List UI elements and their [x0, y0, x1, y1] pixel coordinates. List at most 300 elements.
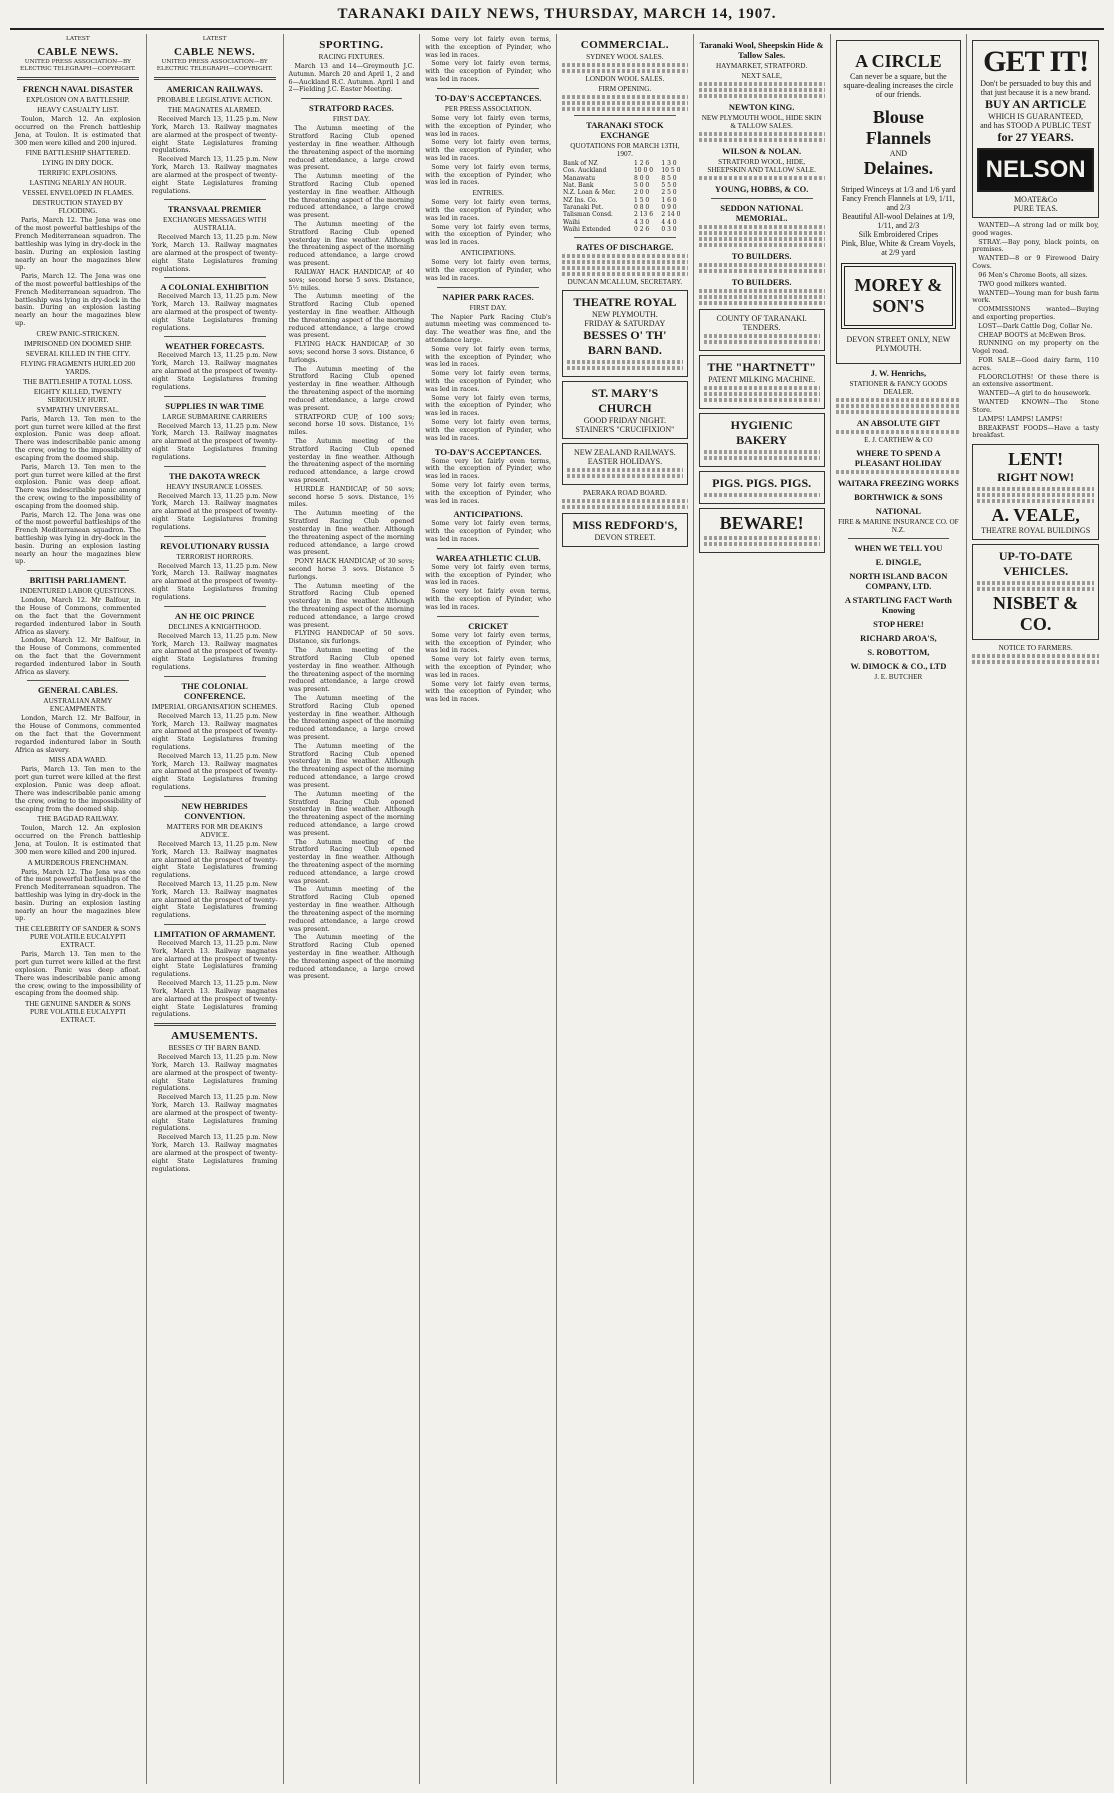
article-paragraph: Received March 13, 11.25 p.m. New York, March 13. Railway magnates are alarmed at the prospect of twenty-eight State Legislatures framing regulations.	[151, 491, 278, 531]
text-line	[699, 94, 825, 98]
text-line	[977, 493, 1094, 497]
henrichs-heading: J. W. Henrichs,	[870, 368, 927, 378]
text-line	[699, 243, 825, 247]
classified-ad: TWO good milkers wanted.	[978, 279, 1067, 288]
article-paragraph: The Autumn meeting of the Stratford Racing Club opened yesterday in fine weather. Although the threatening aspect of the morning reduced attendance, a large crowd was present.	[288, 172, 415, 220]
table-row: N.Z. Loan & Mer. 2 0 0 2 5 0	[563, 189, 677, 197]
prince-heading: AN HE OIC PRINCE	[174, 610, 255, 621]
classified-ad: WANTED—Young man for bush farm work.	[972, 288, 1099, 305]
theatre-heading: THEATRE ROYAL	[573, 295, 677, 310]
article-paragraph: Paris, March 12. The Jena was one of the most powerful battleships of the French Mediterranean squadron. The battleship was lying in dry-dock in the basin. During an explosion lasting nearly an hour the magazines blew up.	[15, 510, 141, 566]
subhead: FLYING FRAGMENTS HURLED 200 YARDS.	[20, 359, 136, 376]
article-paragraph: Paris, March 13. Ten men to the port gun turret were killed at the first explosion. Panic was deep afloat. There was indescribable panic among the crew, owing to the impossibility of escaping from the doomed ship.	[15, 414, 141, 462]
classified-ad: LAMPS! LAMPS! LAMPS!	[978, 414, 1063, 423]
bakery-heading: HYGIENIC BAKERY	[730, 418, 793, 447]
beware-ad	[699, 508, 825, 553]
text-line	[704, 334, 820, 338]
crucifixion: STAINER'S "CRUCIFIXION"	[575, 425, 675, 435]
article-paragraph: Received March 13, 11.25 p.m. New York, March 13. Railway magnates are alarmed at the prospect of twenty-eight State Legislatures framing regulations.	[151, 939, 278, 979]
subhead: INDENTURED LABOR QUESTIONS.	[19, 587, 136, 596]
article-paragraph: The Autumn meeting of the Stratford Racing Club opened yesterday in fine weather. Although the threatening aspect of the morning reduced attendance, a large crowd was present.	[288, 124, 415, 172]
article-paragraph: The Autumn meeting of the Stratford Racing Club opened yesterday in fine weather. Although the threatening aspect of the morning reduced attendance, a large crowd was present.	[288, 436, 415, 484]
classified-ad: RUNNING on my property on the Vogel road.	[972, 339, 1099, 356]
divider	[164, 676, 266, 677]
nelson-tea-ad	[972, 40, 1099, 218]
stop-here-heading: STOP HERE!	[873, 619, 924, 629]
article-paragraph: The Autumn meeting of the Stratford Racing Club opened yesterday in fine weather. Although the threatening aspect of the morning reduced attendance, a large crowd was present.	[288, 646, 415, 694]
classified-ad: LOST—Dark Cattle Dog, Collar Ne.	[978, 321, 1093, 330]
beware-heading: BEWARE!	[719, 513, 804, 533]
text-line	[699, 176, 825, 180]
table-row: Talisman Consd. 2 13 6 2 14 0	[563, 211, 681, 219]
column-5	[557, 34, 694, 1784]
race-result: RAILWAY HACK HANDICAP, of 40 sovs; second horse 5 sovs. Distance, 5½ miles.	[288, 267, 415, 292]
hartnett-heading: THE "HARTNETT"	[707, 360, 816, 374]
subhead: SYMPATHY UNIVERSAL.	[36, 405, 119, 414]
article-paragraph: The Autumn meeting of the Stratford Racing Club opened yesterday in fine weather. Although the threatening aspect of the morning reduced attendance, a large crowd was present.	[288, 693, 415, 741]
british-parliament-heading: BRITISH PARLIAMENT.	[29, 575, 127, 586]
pigs-ad	[699, 471, 825, 504]
text-line	[567, 366, 683, 370]
subhead: NEXT SALE,	[741, 72, 782, 80]
young-hobbs-heading: YOUNG, HOBBS, & CO.	[714, 184, 809, 194]
newspaper-title: TARANAKI DAILY NEWS, THURSDAY, MARCH 14, 1907.	[337, 6, 777, 22]
subhead: RACING FIXTURES.	[318, 53, 385, 61]
article-paragraph: Some very lot fairly even terms, with the exception of Pyinder, who was led in races.	[425, 519, 551, 543]
lent-heading: LENT!	[1008, 449, 1064, 470]
text-line	[699, 289, 825, 293]
hebrides-heading: NEW HEBRIDES CONVENTION.	[181, 800, 248, 821]
blouse-heading: Blouse Flannels	[865, 107, 931, 148]
text-line	[704, 386, 820, 390]
article-paragraph: Some very lot fairly even terms, with the exception of Pyinder, who was led in races.	[425, 59, 551, 84]
supplies-heading: SUPPLIES IN WAR TIME	[165, 400, 264, 411]
builders-heading: TO BUILDERS.	[731, 251, 792, 261]
sporting-heading: SPORTING.	[319, 39, 384, 51]
and-label: AND	[889, 149, 908, 158]
acceptances-heading-2: TO-DAY'S ACCEPTANCES.	[434, 446, 542, 457]
builders-heading-2: TO BUILDERS.	[731, 277, 792, 287]
when-we-tell-heading: WHEN WE TELL YOU	[854, 543, 943, 553]
morey-logo: MOREY & SON'S	[841, 263, 957, 329]
column-6	[694, 34, 831, 1784]
text-line	[836, 470, 962, 474]
church-heading: ST. MARY'S CHURCH	[591, 386, 659, 416]
divider	[164, 466, 266, 467]
column-2	[147, 34, 284, 1784]
circle-heading: A CIRCLE	[855, 51, 942, 71]
article-paragraph: Some very lot fairly even terms, with the exception of Pyinder, who was led in races.	[425, 369, 551, 393]
divider	[164, 336, 266, 337]
stock-exchange-heading: TARANAKI STOCK EXCHANGE	[586, 120, 664, 140]
dingle-heading: E. DINGLE,	[875, 557, 922, 567]
article-paragraph: Received March 13, 11.25 p.m. New York, March 13. Railway magnates are alarmed at the prospect of twenty-eight State Legislatures framing regulations.	[151, 351, 278, 391]
divider	[164, 796, 266, 797]
article-paragraph: Toulon, March 12. An explosion occurred on the French battleship Jena, at Toulon. It is estimated that 300 men were killed and 200 injured.	[15, 824, 141, 856]
text-line	[972, 654, 1099, 658]
borthwick-heading: BORTHWICK & SONS	[854, 492, 943, 502]
dakota-heading: THE DAKOTA WRECK	[168, 470, 261, 481]
divider	[164, 199, 266, 200]
text-line	[977, 499, 1094, 503]
column-8	[967, 34, 1104, 1784]
table-row: Manawatu 8 0 0 8 5 0	[563, 174, 677, 182]
theatre-dates: FRIDAY & SATURDAY	[584, 319, 666, 329]
cable-news-heading: CABLE NEWS.	[37, 46, 119, 59]
signature: DUNCAN MCALLUM, SECRETARY.	[567, 278, 683, 287]
text-line	[562, 272, 688, 276]
article-paragraph: Some very lot fairly even terms, with the exception of Pyinder, who was led in races.	[425, 480, 551, 505]
carthew-heading: E. J. CARTHEW & CO	[864, 436, 933, 444]
table-row: Taranaki Pet. 0 8 0 0 9 0	[563, 203, 677, 211]
text-line	[699, 263, 825, 267]
article-paragraph: London, March 12. Mr Balfour, in the House of Commons, commented on the fact that the Government regarded indentured labor in South Africa as slavery.	[15, 714, 141, 754]
naval-disaster-heading: FRENCH NAVAL DISASTER	[22, 84, 133, 95]
classified-ad: CHEAP BOOTS at McEwen Bros.	[978, 330, 1086, 339]
pigs-heading: PIGS. PIGS. PIGS.	[712, 476, 812, 490]
article-paragraph: Paris, March 12. The Jena was one of the most powerful battleships of the French Mediterranean squadron. The battleship was lying in dry-dock in the basin. During an explosion lasting nearly an hour the magazines blew up.	[15, 216, 141, 272]
subhead: IMPRISONED ON DOOMED SHIP.	[23, 339, 132, 348]
subhead: A MURDEROUS FRENCHMAN.	[27, 858, 129, 867]
vehicles-heading: UP-TO-DATE VEHICLES.	[998, 549, 1073, 579]
divider	[574, 237, 676, 238]
text-line	[704, 450, 820, 454]
anticipations-heading-2: ANTICIPATIONS.	[453, 509, 523, 520]
national-heading: NATIONAL	[875, 506, 921, 516]
subhead: ANTICIPATIONS.	[460, 249, 516, 258]
divider	[164, 536, 266, 537]
redford-ad	[562, 513, 688, 547]
nelson-logo: NELSON	[977, 148, 1094, 192]
road-board-heading: PAERAKA ROAD BOARD.	[582, 489, 667, 498]
divider	[164, 924, 266, 925]
newton-king-heading: NEWTON KING.	[728, 102, 795, 112]
tenders-heading: TENDERS.	[742, 323, 781, 332]
article-paragraph: Received March 13, 11.25 p.m. New York, March 13. Railway magnates are alarmed at the prospect of twenty-eight State Legislatures framing regulations.	[151, 561, 278, 601]
nelson-moate: MOATE&Co	[1014, 195, 1058, 204]
subhead: FIRST DAY.	[332, 115, 370, 124]
latest-label: LATEST	[66, 36, 90, 42]
text-line	[699, 138, 825, 142]
press-association-line: UNITED PRESS ASSOCIATION—BY ELECTRIC TELEGRAPH—COPYRIGHT.	[19, 59, 136, 73]
divider	[848, 538, 950, 539]
article-paragraph: Received March 13, 11.25 p.m. New York, March 13. Railway magnates are alarmed at the prospect of twenty-eight State Legislatures framing regulations.	[151, 751, 278, 792]
article-paragraph: Paris, March 13. Ten men to the port gun turret were killed at the first explosion. Panic was deep afloat. There was indescribable panic among the crew, owing to the impossibility of escaping from the doomed ship.	[15, 950, 141, 998]
article-paragraph: Received March 13, 11.25 p.m. New York, March 13. Railway magnates are alarmed at the prospect of twenty-eight State Legislatures framing regulations.	[151, 631, 278, 671]
article-paragraph: The Autumn meeting of the Stratford Racing Club opened yesterday in fine weather. Although the threatening aspect of the morning reduced attendance, a large crowd was present.	[288, 220, 415, 268]
divider	[711, 198, 813, 199]
subhead: TERRORIST HORRORS.	[176, 552, 253, 561]
text-line	[567, 474, 683, 478]
classified-ad: FOR SALE—Good dairy farm, 110 acres.	[972, 356, 1099, 372]
race-result: FLYING HACK HANDICAP, of 30 sovs; second horse 3 sovs. Distance, 6 furlongs.	[288, 340, 415, 364]
text-line	[704, 542, 820, 546]
article-paragraph: The Autumn meeting of the Stratford Racing Club opened yesterday in fine weather. Although the threatening aspect of the morning reduced attendance, a large crowd was present.	[288, 789, 415, 837]
butcher-heading: J. E. BUTCHER	[874, 673, 923, 681]
text-line	[699, 88, 825, 92]
text-line	[699, 301, 825, 305]
subhead: LONDON WOOL SALES.	[585, 75, 665, 83]
railways-heading: NEW ZEALAND RAILWAYS.	[573, 448, 676, 458]
race-result: HURDLE HANDICAP, of 50 sovs; second horse 5 sovs. Distance, 1½ miles.	[288, 484, 415, 509]
robottom-heading: S. ROBOTTOM,	[867, 647, 930, 657]
subhead: HEAVY INSURANCE LOSSES.	[166, 482, 263, 491]
russia-heading: REVOLUTIONARY RUSSIA	[160, 540, 270, 551]
subhead: PER PRESS ASSOCIATION.	[444, 104, 532, 113]
text-line	[704, 536, 820, 540]
stratford-races-heading: STRATFORD RACES.	[308, 103, 394, 114]
text-line	[836, 410, 962, 414]
divider	[437, 88, 539, 89]
article-paragraph: Some very lot fairly even terms, with the exception of Pyinder, who was led in races.	[425, 138, 551, 162]
delaines-heading: Delaines.	[863, 158, 934, 178]
divider	[574, 115, 676, 116]
araoa-heading: RICHARD AROA'S,	[860, 633, 937, 643]
stock-table	[562, 160, 688, 233]
subhead: DECLINES A KNIGHTHOOD.	[168, 622, 262, 631]
article-paragraph: Some very lot fairly even terms, with the exception of Pyinder, who was led in races.	[425, 162, 551, 187]
classified-ad: WANTED—8 or 9 Firewood Dairy Cows.	[972, 254, 1099, 271]
subhead: AUSTRALIAN ARMY ENCAMPMENTS.	[43, 697, 113, 714]
fixtures-paragraph: March 13 and 14—Greymouth J.C. Autumn. March 20 and April 1, 2 and 6—Auckland R.C. Autumn. April 1 and 2—Fielding J.C. Easter Meeting.	[288, 62, 415, 94]
classified-ad: COMMISSIONS wanted—Buying and exporting properties.	[972, 305, 1099, 321]
article-paragraph: Received March 13, 11.25 p.m. New York, March 13. Railway magnates are alarmed at the prospect of twenty-eight State Legislatures framing regulations.	[151, 1053, 278, 1093]
column-4	[420, 34, 557, 1784]
subhead: LARGE SUBMARINE CARRIERS	[162, 412, 268, 421]
subhead: FIRM OPENING.	[598, 85, 652, 93]
bakery-ad	[699, 413, 825, 467]
church-sub: GOOD FRIDAY NIGHT.	[583, 416, 666, 426]
subhead: THE BAGDAD RAILWAY.	[37, 815, 119, 824]
startling-heading: A STARTLING FACT Worth Knowing	[844, 595, 952, 615]
text-line	[699, 132, 825, 136]
subhead: DESTRUCTION STAYED BY FLOODING.	[32, 199, 124, 216]
table-row: NZ Ins. Co. 1 5 0 1 6 0	[563, 196, 677, 204]
masthead	[10, 6, 1104, 30]
article-paragraph: Some very lot fairly even terms, with the exception of Pyinder, who was led in races.	[425, 630, 551, 655]
race-result: PONY HACK HANDICAP, of 30 sovs; second horse 3 sovs. Distance 5 furlongs.	[288, 557, 415, 581]
subhead: QUOTATIONS FOR MARCH 13TH, 1907.	[570, 142, 680, 158]
wilson-nolan-heading: WILSON & NOLAN.	[722, 146, 802, 156]
subhead: ENTRIES.	[472, 189, 504, 198]
text-line	[562, 107, 688, 111]
article-paragraph: Some very lot fairly even terms, with the exception of Pyinder, who was led in races.	[425, 679, 551, 704]
redford-address: DEVON STREET.	[594, 533, 656, 543]
holiday-heading: WHERE TO SPEND A PLEASANT HOLIDAY	[854, 448, 942, 468]
redford-heading: MISS REDFORD'S,	[572, 518, 678, 533]
classified-ad: 96 Men's Chrome Boots, all sizes.	[978, 270, 1088, 279]
divider	[27, 570, 129, 571]
napier-heading: NAPIER PARK RACES.	[442, 291, 534, 302]
guaranteed: WHICH IS GUARANTEED,	[988, 112, 1084, 121]
text-line	[836, 398, 962, 402]
text-line	[562, 63, 688, 67]
article-paragraph: Some very lot fairly even terms, with the exception of Pyinder, who was led in races.	[425, 113, 551, 138]
divider	[17, 77, 139, 80]
article-paragraph: Some very lot fairly even terms, with the exception of Pyinder, who was led in races.	[425, 562, 551, 587]
article-paragraph: Received March 13, 11.25 p.m. New York, March 13. Railway magnates are alarmed at the prospect of twenty-eight State Legislatures framing regulations.	[151, 1093, 278, 1133]
text-line	[704, 493, 820, 497]
text-line	[567, 360, 683, 364]
article-paragraph: Received March 13, 11.25 p.m. New York, March 13. Railway magnates are alarmed at the prospect of twenty-eight State Legislatures framing regulations.	[151, 115, 278, 155]
subhead: THE GENUINE SANDER & SONS PURE VOLATILE EUCALYPTI EXTRACT.	[24, 1000, 131, 1025]
article-paragraph: Some very lot fairly even terms, with the exception of Pyinder, who was led in races.	[425, 35, 551, 59]
cricket-heading: CRICKET	[468, 620, 508, 631]
subhead: EIGHTY KILLED, TWENTY SERIOUSLY HURT.	[33, 387, 122, 404]
item-3: Silk Embroidered Cripes	[858, 230, 939, 239]
limitation-heading: LIMITATION OF ARMAMENT.	[153, 929, 276, 939]
council-notice	[699, 309, 825, 351]
subhead: FINE BATTLESHIP SHATTERED.	[25, 149, 131, 158]
classified-ad: WANTED—A strong lad or milk boy, good wages.	[972, 221, 1099, 237]
text-line	[704, 398, 820, 402]
subhead: THE BATTLESHIP A TOTAL LOSS.	[23, 377, 133, 386]
article-paragraph: The Autumn meeting of the Stratford Racing Club opened yesterday in fine weather. Although the threatening aspect of the morning reduced attendance, a large crowd was present.	[288, 509, 415, 557]
buy-article: BUY AN ARTICLE	[985, 97, 1087, 111]
text-line	[836, 430, 962, 434]
casualty-subhead: HEAVY CASUALTY LIST.	[37, 106, 119, 115]
subhead: THE MAGNATES ALARMED.	[167, 106, 262, 115]
article-paragraph: London, March 12. Mr Balfour, in the House of Commons, commented on the fact that the Government regarded indentured labor in South Africa as slavery.	[15, 596, 141, 636]
article-paragraph: London, March 12. Mr Balfour, in the House of Commons, commented on the fact that the Government regarded indentured labor in South Africa as slavery.	[15, 636, 141, 676]
article-paragraph: Received March 13, 11.25 p.m. New York, March 13. Railway magnates are alarmed at the prospect of twenty-eight State Legislatures framing regulations.	[151, 155, 278, 195]
text-line	[704, 392, 820, 396]
subhead: EXCHANGES MESSAGES WITH AUSTRALIA.	[162, 216, 267, 233]
nisbet-heading: NISBET & CO.	[993, 593, 1079, 635]
easter-heading: EASTER HOLIDAYS.	[587, 457, 663, 467]
theatre-ad	[562, 290, 688, 377]
article-paragraph: Some very lot fairly even terms, with the exception of Pyinder, who was led in races.	[425, 344, 551, 369]
subhead: CREW PANIC-STRICKEN.	[36, 329, 120, 338]
article-paragraph: The Autumn meeting of the Stratford Racing Club opened yesterday in fine weather. Although the threatening aspect of the morning reduced attendance, a large crowd was present.	[288, 581, 415, 629]
amusements-heading: AMUSEMENTS.	[171, 1030, 259, 1043]
article-paragraph: Received March 13, 11.25 p.m. New York, March 13. Railway magnates are alarmed at the prospect of twenty-eight State Legislatures framing regulations.	[151, 979, 278, 1019]
freezing-works-heading: WAITARA FREEZING WORKS	[837, 478, 959, 488]
divider	[154, 1023, 276, 1026]
hartnett-ad	[699, 355, 825, 409]
article-paragraph: Received March 13, 11.25 p.m. New York, March 13. Railway magnates are alarmed at the prospect of twenty-eight State Legislatures framing regulations.	[151, 879, 278, 920]
article-paragraph: The Autumn meeting of the Stratford Racing Club opened yesterday in fine weather. Although the threatening aspect of the morning reduced attendance, a large crowd was present.	[288, 364, 415, 412]
divider	[164, 606, 266, 607]
absolute-gift-heading: AN ABSOLUTE GIFT	[856, 418, 940, 428]
circle-body: Can never be a square, but the square-dealing increases the circle of our friends.	[843, 72, 954, 99]
newspaper-columns	[10, 34, 1104, 1784]
article-paragraph: Received March 13, 11.25 p.m. New York, March 13. Railway magnates are alarmed at the prospect of twenty-eight State Legislatures framing regulations.	[151, 839, 278, 880]
dimock-heading: W. DIMOCK & CO., LTD	[850, 661, 947, 671]
text-line	[977, 581, 1094, 585]
article-paragraph: Paris, March 13. Ten men to the port gun turret were killed at the first explosion. Panic was deep afloat. There was indescribable panic among the crew, owing to the impossibility of escaping from the doomed ship.	[15, 765, 141, 813]
article-paragraph: The Autumn meeting of the Stratford Racing Club opened yesterday in fine weather. Although the threatening aspect of the morning reduced attendance, a large crowd was present.	[288, 933, 415, 981]
subhead: BESSES O' TH' BARN BAND.	[168, 1044, 261, 1053]
race-result: STRATFORD CUP, of 100 sovs; second horse 10 sovs. Distance, 1½ miles.	[288, 412, 415, 437]
article-paragraph: Toulon, March 12. An explosion occurred on the French battleship Jena, at Toulon. It is estimated that 300 men were killed and 200 injured.	[15, 115, 141, 147]
article-paragraph: Received March 13, 11.25 p.m. New York, March 13. Railway magnates are alarmed at the prospect of twenty-eight State Legislatures framing regulations.	[151, 1133, 278, 1173]
subhead: FIRST DAY.	[469, 303, 507, 312]
press-association-line: UNITED PRESS ASSOCIATION—BY ELECTRIC TELEGRAPH—COPYRIGHT.	[156, 59, 273, 73]
theatre-act: BESSES O' TH' BARN BAND.	[583, 328, 667, 358]
get-it-heading: GET IT!	[983, 45, 1089, 78]
text-line	[836, 404, 962, 408]
text-line	[562, 266, 688, 270]
pure-teas: PURE TEAS.	[1013, 204, 1058, 213]
veale-sub: THEATRE ROYAL BUILDINGS	[981, 526, 1091, 536]
text-line	[699, 237, 825, 241]
subhead: HAYMARKET, STRATFORD.	[715, 62, 808, 70]
text-line	[972, 660, 1099, 664]
subhead: SYDNEY WOOL SALES.	[586, 53, 664, 61]
text-line	[699, 295, 825, 299]
text-line	[562, 499, 688, 503]
article-paragraph: Some very lot fairly even terms, with the exception of Pyinder, who was led in races.	[425, 655, 551, 679]
subhead: NEW PLYMOUTH WOOL, HIDE SKIN & TALLOW SALES.	[701, 114, 822, 130]
text-line	[562, 101, 688, 105]
subhead: MATTERS FOR MR DEAKIN'S ADVICE.	[166, 822, 263, 839]
explosion-subhead: EXPLOSION ON A BATTLESHIP.	[26, 96, 130, 105]
table-row: Bank of NZ 1 2 6 1 3 0	[563, 160, 677, 167]
exhibition-heading: A COLONIAL EXHIBITION	[160, 282, 269, 293]
column-1	[10, 34, 147, 1784]
transvaal-heading: TRANSVAAL PREMIER	[167, 204, 262, 215]
article-paragraph: Received March 13, 11.25 p.m. New York, March 13. Railway magnates are alarmed at the prospect of twenty-eight State Legislatures framing regulations.	[151, 711, 278, 751]
table-row: Cos. Auckland 10 0 0 10 5 0	[563, 167, 681, 175]
race-result: FLYING HANDICAP of 50 sovs. Distance, six furlongs.	[288, 629, 415, 646]
text-line	[699, 225, 825, 229]
subhead: IMPERIAL ORGANISATION SCHEMES.	[151, 702, 278, 711]
divider	[27, 680, 129, 681]
article-paragraph: Paris, March 13. Ten men to the port gun turret were killed at the first explosion. Panic was deep afloat. There was indescribable panic among the crew, owing to the impossibility of escaping from the doomed ship.	[15, 462, 141, 510]
column-3	[284, 34, 421, 1784]
article-paragraph: Received March 13, 11.25 p.m. New York, March 13. Railway magnates are alarmed at the prospect of twenty-eight State Legislatures framing regulations.	[151, 421, 278, 461]
council-heading: COUNTY OF TARANAKI.	[716, 314, 807, 323]
morey-address: DEVON STREET ONLY, NEW PLYMOUTH.	[846, 335, 951, 353]
article-paragraph: Paris, March 12. The Jena was one of the most powerful battleships of the French Mediterranean squadron. The battleship was lying in dry-dock in the basin. During an explosion lasting nearly an hour the magazines blew up.	[15, 272, 141, 327]
subhead: STRATFORD WOOL, HIDE, SHEEPSKIN AND TALLOW SALE.	[707, 158, 816, 174]
seddon-memorial-heading: SEDDON NATIONAL MEMORIAL.	[720, 203, 803, 223]
text-line	[699, 269, 825, 273]
text-line	[977, 587, 1094, 591]
general-cables-heading: GENERAL CABLES.	[37, 685, 118, 696]
text-line	[567, 468, 683, 472]
commercial-heading: COMMERCIAL.	[580, 39, 670, 51]
subhead: LASTING NEARLY AN HOUR.	[29, 179, 127, 188]
american-railways-heading: AMERICAN RAILWAYS.	[166, 84, 263, 95]
national-sub: FIRE & MARINE INSURANCE CO. OF N.Z.	[838, 518, 959, 534]
divider	[164, 277, 266, 278]
text-line	[562, 260, 688, 264]
text-line	[699, 82, 825, 86]
divider	[164, 396, 266, 397]
subhead: SEVERAL KILLED IN THE CITY.	[25, 349, 131, 358]
table-row: Waihi Extended 0 2 6 0 3 0	[563, 225, 677, 233]
article-paragraph: The Autumn meeting of the Stratford Racing Club opened yesterday in fine weather. Although the threatening aspect of the morning reduced attendance, a large crowd was present.	[288, 292, 415, 340]
railways-ad	[562, 443, 688, 485]
wool-sales-heading: Taranaki Wool, Sheepskin Hide & Tallow Sales.	[699, 40, 824, 60]
athletic-club-heading: WAREA ATHLETIC CLUB.	[435, 552, 541, 563]
divider	[437, 616, 539, 617]
public-test: and has STOOD A PUBLIC TEST	[980, 121, 1092, 130]
table-row: Waihi 4 3 0 4 4 0	[563, 218, 677, 226]
theatre-location: NEW PLYMOUTH.	[592, 310, 658, 320]
text-line	[562, 505, 688, 509]
article-paragraph: Some very lot fairly even terms, with the exception of Pyinder, who was led in races.	[425, 222, 551, 247]
table-row: Nat. Bank 5 0 0 5 5 0	[563, 181, 677, 189]
right-now: RIGHT NOW!	[997, 470, 1075, 485]
text-line	[704, 456, 820, 460]
classified-ad: STRAY.—Bay pony, black points, on premises.	[972, 237, 1099, 254]
classified-ad: WANTED—A girl to do housework.	[978, 389, 1091, 398]
article-paragraph: The Autumn meeting of the Stratford Racing Club opened yesterday in fine weather. Although the threatening aspect of the morning reduced attendance, a large crowd was present.	[288, 885, 415, 933]
hartnett-sub: PATENT MILKING MACHINE.	[708, 375, 816, 384]
